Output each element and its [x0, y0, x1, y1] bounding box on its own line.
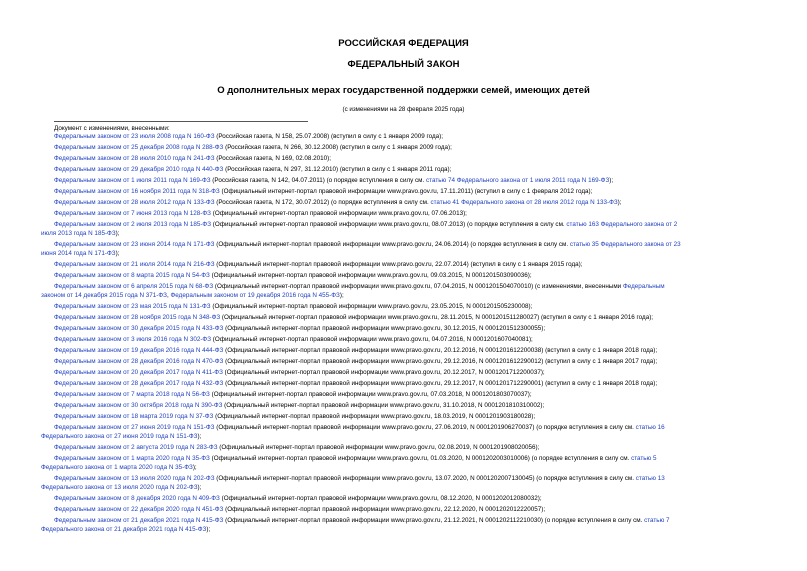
- law-link[interactable]: Федеральным законом от 19 декабря 2016 года N 444-ФЗ: [54, 347, 224, 354]
- law-link[interactable]: Федеральным законом от 1 июля 2011 года N 169-ФЗ: [54, 177, 211, 184]
- amendment-text: );: [197, 484, 202, 491]
- amendment-text: );: [115, 230, 120, 237]
- amendment-text: (Официальный интернет-портал правовой информации www.pravo.gov.ru, 29.12.2016, N 0001201612290012) (вступил в силу с 1 января 2017 года);: [223, 358, 658, 365]
- law-link[interactable]: Федеральным законом от 19 декабря 2016 года N 455-ФЗ: [170, 292, 340, 299]
- amendment-line: [54, 261, 797, 269]
- amendment-text: (Российская газета, N 172, 30.07.2012) (о порядке вступления в силу см.: [214, 199, 431, 206]
- law-link[interactable]: Федеральным законом от 28 декабря 2017 года N 432-ФЗ: [54, 380, 224, 387]
- amendment-text: (Официальный интернет-портал правовой информации www.pravo.gov.ru, 01.03.2020, N 0001202003010006) (о порядке вступления в силу см.: [209, 455, 632, 462]
- country-heading: РОССИЙСКАЯ ФЕДЕРАЦИЯ: [338, 38, 469, 49]
- law-link[interactable]: Федеральным законом от 3 июля 2016 года N 302-ФЗ: [54, 336, 212, 343]
- law-link[interactable]: Федеральным законом от 1 марта 2020 года N 35-ФЗ: [54, 455, 210, 462]
- law-link[interactable]: Федерального закона от 1 марта 2020 года N 35-ФЗ: [41, 464, 193, 471]
- law-link[interactable]: статью 35 Федерального закона от 23: [569, 241, 681, 248]
- amendment-text: (Российская газета, N 266, 30.12.2008) (вступил в силу с 1 января 2009 года);: [223, 144, 452, 151]
- law-link[interactable]: Федеральным законом от 6 апреля 2015 года N 68-ФЗ: [54, 283, 214, 290]
- amendment-line: [54, 272, 797, 280]
- law-link[interactable]: Федеральным законом от 27 июня 2019 года N 151-ФЗ: [54, 424, 215, 431]
- amendment-text: );: [197, 433, 202, 440]
- amendment-line: [54, 241, 797, 249]
- amendment-line: [54, 444, 797, 452]
- law-link[interactable]: Федеральным законом от 2 августа 2019 года N 283-ФЗ: [54, 444, 218, 451]
- amendment-line: [54, 358, 797, 366]
- amendment-line: [54, 424, 797, 432]
- law-link[interactable]: Федеральным законом от 28 ноября 2015 года N 348-ФЗ: [54, 314, 221, 321]
- amendment-text: (Официальный интернет-портал правовой информации www.pravo.gov.ru, 07.06.2013);: [210, 210, 467, 217]
- amendment-line: [54, 347, 797, 355]
- amendment-line: [54, 475, 797, 483]
- law-link[interactable]: Федеральным законом от 25 декабря 2008 года N 288-ФЗ: [54, 144, 224, 151]
- law-link[interactable]: Федеральным законом от 28 июля 2010 года N 241-ФЗ: [54, 155, 215, 162]
- amendment-line: [54, 199, 797, 207]
- amendments-lead: Документ с изменениями, внесенными:: [54, 125, 170, 132]
- amendment-text: (Официальный интернет-портал правовой информации www.pravo.gov.ru, 08.12.2020, N 0001202012080032);: [219, 495, 542, 502]
- amendment-line: [54, 283, 797, 291]
- divider: [54, 121, 308, 122]
- amendment-text: (Российская газета, N 142, 04.07.2011) (о порядке вступления в силу см.: [210, 177, 427, 184]
- law-link[interactable]: Федеральным законом от 7 марта 2018 года N 56-ФЗ: [54, 391, 210, 398]
- amendment-text: (Официальный интернет-портал правовой информации www.pravo.gov.ru, 23.05.2015, N 0001201505230008);: [210, 303, 533, 310]
- amendment-text: (Российская газета, N 297, 31.12.2010) (вступил в силу с 1 января 2011 года);: [223, 166, 452, 173]
- amendment-text: );: [609, 177, 614, 184]
- amendment-text: );: [206, 526, 211, 533]
- law-link[interactable]: Федеральным законом от 23 мая 2015 года N 131-ФЗ: [54, 303, 211, 310]
- amendment-line: [54, 495, 797, 503]
- law-link[interactable]: июня 2014 года N 171-ФЗ: [41, 250, 116, 257]
- amendment-line: [54, 391, 797, 399]
- amendment-text: (Официальный интернет-портал правовой информации www.pravo.gov.ru, 24.06.2014) (о порядке вступления в силу см.: [214, 241, 570, 248]
- law-link[interactable]: Федерального закона от 27 июня 2019 года N 151-ФЗ: [41, 433, 198, 440]
- law-link[interactable]: июля 2013 года N 185-ФЗ: [41, 230, 116, 237]
- law-link[interactable]: Федеральным законом от 28 декабря 2016 года N 470-ФЗ: [54, 358, 224, 365]
- amendment-line: [54, 303, 797, 311]
- law-link[interactable]: Федеральным законом от 18 марта 2019 года N 37-ФЗ: [54, 413, 214, 420]
- law-link[interactable]: Федеральным законом от 23 июля 2008 года N 160-ФЗ: [54, 133, 215, 140]
- amendment-text: (Официальный интернет-портал правовой информации www.pravo.gov.ru, 07.03.2018, N 0001201803070037);: [209, 391, 532, 398]
- amendment-line: [54, 177, 797, 185]
- amendment-line: [54, 210, 797, 218]
- law-link[interactable]: Федеральным законом от 21 июля 2014 года N 216-ФЗ: [54, 261, 215, 268]
- amendment-line: [54, 314, 797, 322]
- amendment-line: [54, 166, 797, 174]
- amendment-line: [54, 506, 797, 514]
- law-link[interactable]: Федеральным законом от 30 октября 2018 года N 390-ФЗ: [54, 402, 223, 409]
- law-type-heading: ФЕДЕРАЛЬНЫЙ ЗАКОН: [347, 59, 460, 70]
- amendment-line: [54, 336, 797, 344]
- amendment-text: (Официальный интернет-портал правовой информации www.pravo.gov.ru, 29.12.2017, N 0001201712290001) (вступил в силу с 1 января 2018 года);: [223, 380, 658, 387]
- amendment-line: [54, 369, 797, 377]
- law-link[interactable]: Федеральным законом от 29 декабря 2010 года N 440-ФЗ: [54, 166, 224, 173]
- amendment-line: [54, 380, 797, 388]
- amendment-text: );: [192, 464, 197, 471]
- amendment-line: [54, 144, 797, 152]
- law-link[interactable]: Федеральным законом от 8 марта 2015 года N 54-ФЗ: [54, 272, 210, 279]
- amendment-text: (Официальный интернет-портал правовой информации www.pravo.gov.ru, 22.12.2020, N 0001202012220057);: [223, 506, 546, 513]
- amendment-text: (Официальный интернет-портал правовой информации www.pravo.gov.ru, 20.12.2017, N 0001201712200037);: [222, 369, 545, 376]
- amendment-line-continued: [41, 526, 797, 534]
- law-link[interactable]: статью 74 Федерального закона от 1 июля 2011 года N 169-ФЗ: [426, 177, 610, 184]
- amendment-line: [54, 188, 797, 196]
- law-link[interactable]: Федерального закона от 13 июля 2020 года N 202-ФЗ: [41, 484, 198, 491]
- amendment-line: [54, 221, 797, 229]
- amendment-text: );: [339, 292, 344, 299]
- amendment-line: [54, 455, 797, 463]
- amendment-text: (Официальный интернет-портал правовой информации www.pravo.gov.ru, 07.04.2015, N 0001201504070010) (с изменениями, внесенными: [213, 283, 623, 290]
- law-link[interactable]: Федеральным: [622, 283, 665, 290]
- law-link[interactable]: статью 5: [631, 455, 657, 462]
- amendment-line: [54, 325, 797, 333]
- amendment-text: (Официальный интернет-портал правовой информации www.pravo.gov.ru, 09.03.2015, N 0001201503090036);: [209, 272, 532, 279]
- amendment-line-continued: [41, 250, 797, 258]
- law-link[interactable]: статью 41 Федерального закона от 28 июля 2012 года N 133-ФЗ: [430, 199, 618, 206]
- amendment-text: (Официальный интернет-портал правовой информации www.pravo.gov.ru, 31.10.2018, N 0001201810310002);: [222, 402, 545, 409]
- amendment-line-continued: [41, 484, 797, 492]
- amendment-line: [54, 155, 797, 163]
- law-link[interactable]: законом от 14 декабря 2015 года N 371-ФЗ: [41, 292, 167, 299]
- law-link[interactable]: статью 163 Федерального закона от 2: [566, 221, 678, 228]
- amendment-text: (Официальный интернет-портал правовой информации www.pravo.gov.ru, 22.07.2014) (вступил в силу с 1 января 2015 года);: [214, 261, 583, 268]
- law-link[interactable]: Федеральным законом от 30 декабря 2015 года N 433-ФЗ: [54, 325, 224, 332]
- amendment-text: (Официальный интернет-портал правовой информации www.pravo.gov.ru, 28.11.2015, N 0001201511280027) (вступил в силу с 1 января 2016 года);: [220, 314, 654, 321]
- amendment-text: (Официальный интернет-портал правовой информации www.pravo.gov.ru, 20.12.2016, N 0001201612200038) (вступил в силу с 1 января 2018 года);: [223, 347, 658, 354]
- amendment-line: [54, 133, 797, 141]
- law-link[interactable]: Федеральным законом от 16 ноября 2011 года N 318-ФЗ: [54, 188, 220, 195]
- revision-note: (с изменениями на 28 февраля 2025 года): [342, 106, 465, 113]
- law-title: О дополнительных мерах государственной поддержки семей, имеющих детей: [217, 85, 590, 96]
- law-link[interactable]: статью 16: [635, 424, 665, 431]
- law-link[interactable]: Федеральным законом от 23 июня 2014 года N 171-ФЗ: [54, 241, 215, 248]
- law-link[interactable]: Федеральным законом от 28 июля 2012 года N 133-ФЗ: [54, 199, 215, 206]
- law-link[interactable]: Федеральным законом от 21 декабря 2021 года N 415-ФЗ: [54, 517, 224, 524]
- law-link[interactable]: Федеральным законом от 22 декабря 2020 года N 451-ФЗ: [54, 506, 224, 513]
- law-link[interactable]: Федеральным законом от 13 июля 2020 года N 202-ФЗ: [54, 475, 215, 482]
- amendment-text: (Официальный интернет-портал правовой информации www.pravo.gov.ru, 08.07.2013) (о порядке вступления в силу см.: [211, 221, 567, 228]
- amendment-text: (Российская газета, N 169, 02.08.2010);: [214, 155, 332, 162]
- law-link[interactable]: статью 13: [635, 475, 665, 482]
- amendment-line-continued: [41, 292, 797, 300]
- amendment-text: (Официальный интернет-портал правовой информации www.pravo.gov.ru, 04.07.2016, N 0001201607040081);: [211, 336, 533, 343]
- amendment-line: [54, 517, 797, 525]
- law-link[interactable]: Федерального закона от 21 декабря 2021 года N 415-ФЗ: [41, 526, 207, 533]
- amendment-text: (Официальный интернет-портал правовой информации www.pravo.gov.ru, 27.06.2019, N 0001201906270037) (о порядке вступления в силу см.: [214, 424, 636, 431]
- amendment-text: (Официальный интернет-портал правовой информации www.pravo.gov.ru, 30.12.2015, N 0001201512300055);: [223, 325, 546, 332]
- amendment-text: (Официальный интернет-портал правовой информации www.pravo.gov.ru, 02.08.2019, N 0001201908020056);: [217, 444, 540, 451]
- amendment-text: (Официальный интернет-портал правовой информации www.pravo.gov.ru, 18.03.2019, N 0001201903180028);: [213, 413, 536, 420]
- amendment-text: (Российская газета, N 158, 25.07.2008) (вступил в силу с 1 января 2009 года);: [214, 133, 444, 140]
- amendment-text: (Официальный интернет-портал правовой информации www.pravo.gov.ru, 17.11.2011) (вступил в силу с 1 февраля 2012 года);: [219, 188, 593, 195]
- amendment-text: (Официальный интернет-портал правовой информации www.pravo.gov.ru, 21.12.2021, N 0001202112210030) (о порядке вступления в силу см.: [223, 517, 645, 524]
- amendment-text: (Официальный интернет-портал правовой информации www.pravo.gov.ru, 13.07.2020, N 0001202007130045) (о порядке вступления в силу см.: [214, 475, 636, 482]
- amendment-line-continued: [41, 464, 797, 472]
- law-link[interactable]: Федеральным законом от 8 декабря 2020 года N 409-ФЗ: [54, 495, 220, 502]
- law-link[interactable]: Федеральным законом от 7 июня 2013 года N 128-ФЗ: [54, 210, 211, 217]
- amendment-text: );: [617, 199, 622, 206]
- amendment-text: ,: [167, 292, 171, 299]
- law-link[interactable]: статью 7: [644, 517, 670, 524]
- law-link[interactable]: Федеральным законом от 2 июля 2013 года N 185-ФЗ: [54, 221, 212, 228]
- amendment-text: );: [115, 250, 120, 257]
- amendment-line: [54, 413, 797, 421]
- law-link[interactable]: Федеральным законом от 20 декабря 2017 года N 411-ФЗ: [54, 369, 223, 376]
- amendment-line-continued: [41, 433, 797, 441]
- amendment-line: [54, 402, 797, 410]
- amendment-line-continued: [41, 230, 797, 238]
